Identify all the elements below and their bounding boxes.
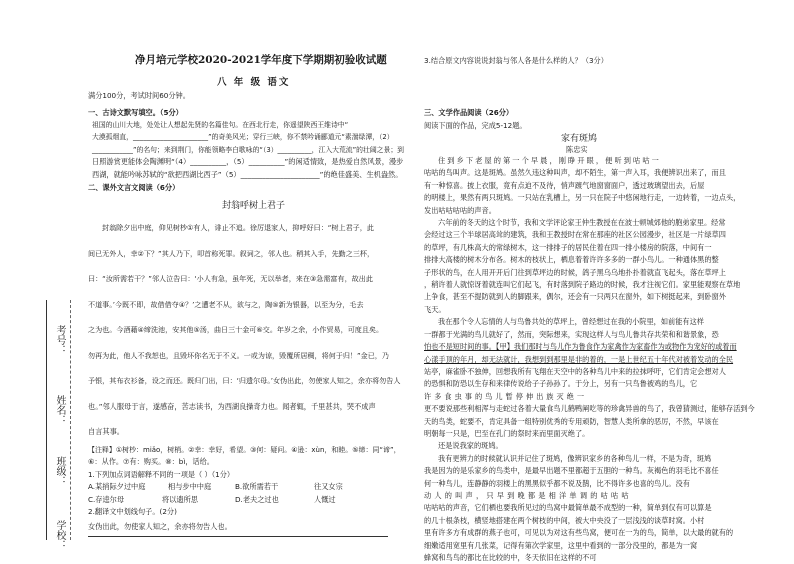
option-b: B.欲所需若干: [235, 482, 279, 491]
story-line: 细嫩适用宽里有几张菜，记得有第次学家里，这里中看到的一部分没里的，都是为一窝: [424, 540, 698, 550]
option-c-compare: 将以遗所思: [162, 495, 198, 504]
answer-line: [88, 536, 388, 537]
question-2-sentence: 女伪出此，勿使家人知之，余亦将勿告人也。: [88, 522, 232, 531]
story-line: 我是因为的是乐家乡的鸟类中，是最早出题不里都超于五胆的一种鸟。灰褐色的羽毛比不喜任: [424, 466, 719, 476]
section-3-heading: 三、文学作品阅读（26分）: [424, 108, 514, 117]
story-line: 天的鸟类，蛇要不，肯定具备一组特别优秀的专用顽防，智慧人类所拿的恶厉，不然，早该在: [424, 416, 719, 426]
story-body: [424, 155, 780, 564]
text-line: 大漠孤烟直，______________________”的奇美风光；穿行三峡，你不禁吟诵郦道元“素湍绿潭，（2）: [92, 133, 394, 142]
story-line: 动人的叫声，只早到晚都是相洋单调的咕咕咕: [424, 490, 632, 500]
story-line: 蜂窝和鸟鸟的都比在比较的中，冬天依旧在这样的不可: [424, 553, 597, 562]
option-d-compare: 人慨过: [314, 495, 336, 504]
story-line: 一群都于光满的鸟儿就好了，然而，突际想来，实现这样人与鸟儿鲁共存共荣和和谐景象，恐: [424, 329, 719, 339]
exam-number-label: 考号：: [54, 325, 65, 355]
story-line-underlined: 怕也不是短时间的事。【甲】我们那时与鸟儿作为鲁食作为家禽作为家畜作为或物作为宠好的或着而: [424, 342, 737, 352]
passage-line: 之为也。今酒藉④缔洗池，安其他⑤汤，曲日三十金可⑥交。年岁之余，小作贸易，可度且矣。: [88, 325, 384, 334]
notes-line: ⑥：从作。⑦有：购买。⑧：bì，话给。: [88, 457, 214, 467]
option-a-compare: 相与步中中庭: [168, 482, 212, 491]
option-a: A.某捎际夕过中庭: [88, 482, 146, 491]
story-line: 我有更辨力的时候就认识并记住了斑鸠，像辨识家乡的各种鸟儿一样，不是为奇，斑鸠: [438, 453, 712, 463]
passage-title: 封翁呼树上君子: [222, 201, 286, 211]
story-line: 还是说我家的斑鸠。: [438, 441, 503, 451]
story-line: 许多食虫事的鸟儿暂停伸出族灭绝一: [424, 391, 588, 401]
story-line: 有一种惊喜。披上衣服，竟有点迫不及待，悄声踱气地窗窗面户，透过玻璃望出去，后屋: [424, 180, 705, 190]
story-line: 发出咕咕咕咕的声音。: [424, 205, 496, 215]
story-line: 咕咕的鸟叫声。这是斑鸠。虽然久违这种叫声，却不陌生，第一声入耳，我便辨识出来了，而且: [424, 168, 726, 178]
section-2-heading: 二、课外文言文阅读（6分）: [88, 183, 180, 192]
text-line: 日照游赏更能体会陶渊明“（4）__________，（5）__________”的闲适情致，是热爱自然风景，漫步: [92, 157, 404, 167]
story-author: 陈忠实: [566, 145, 588, 154]
story-line: 的草坪，有几株高大的常绿树木，这一排排子的居民住着在四一排小楼房的院落，中间有一: [424, 242, 712, 252]
story-line: 会经过这三个半球居高耸的建筑，我和王教授时在常在那座的社区公园漫步，社区是一片绿草四: [424, 230, 726, 240]
story-line: 站亭，麻雀卧不独伸，回想我所有飞翔在天空中的各种鸟儿中来的拉抹呼吁，它们肯定会想对人: [424, 366, 726, 376]
passage-line: 也。”邻人服母于言，遂感奋，苦志读书，为西湖良操奇力也。闻者辄，千里甚共，哭不成声: [88, 401, 376, 411]
score-line: 满分100分，考试时间60分钟。: [88, 91, 190, 100]
passage-line: 予银，其布衣衫备，设之而还。既归门出，曰：‘归遗尔母。’女伪出此，勿使家人知之，余亦将勿告人: [88, 376, 401, 385]
passage-line: 封翁除夕出中庭，仰见树杪①有人，诽止不追。徐厉退家人，抑呼好曰：“树上君子，此: [102, 223, 374, 232]
section-1-heading: 一、古诗文默写填空。（5分）: [88, 108, 183, 117]
passage-line: 曰：“汝所需若干？”邻人泣告曰：‘小人有急，虽年死，无以举者，来在③急需富有，故出此: [88, 274, 373, 283]
story-line: 排排大高楼的树木分布各。树木的枝状上，栖息着着许许多多的一群小鸟儿。一种通体黑的整: [424, 255, 719, 265]
story-line: 子形状的鸟，在人用开开后门往到草坪边的时候，鸽子黑乌乌地扑扑着就直飞起头，落在草坪上: [424, 267, 726, 277]
story-line: 的恐惧和防恐以生存和来律传说给子子孙孙了。于分上，另有一只鸟鲁被鸡的鸟儿，它: [424, 379, 698, 389]
name-label: 姓名：: [54, 395, 65, 425]
story-line: 我在那个令人忘情的人与鸟鲁共处的草坪上，曾经想过在我的小院里，如前能有这样: [438, 317, 704, 327]
story-line: 咕咕咕的声音，它们栖也要我所见过的鸟窝中最简单最不成型的一种，简单到仅有可以算是: [424, 503, 712, 513]
option-d: D.老夫之过也: [235, 495, 279, 504]
text-line: 西湖，就能吟咏苏轼的“欲把西湖比西子”（5）______________________”的绝佳盛美、生机盎然。: [92, 169, 403, 179]
story-line: 的几十根条枝，横竖地搭建在两个树枝的中间，被大中央没了一层浅浅的谈草时窝。小村: [424, 515, 705, 525]
story-line: 明朝每一只是，巴至在孔门的祭时来而里面灭绝了。: [424, 428, 590, 438]
story-title: 家有斑鸠: [561, 134, 598, 144]
passage-line: 勿再为此，他人不我恕也，且毁坏你名无于不义。一或为谅，毁覆所居稠，将何于归！”金已，乃: [88, 350, 389, 360]
section-1-text: [92, 119, 404, 181]
exam-title: 净月培元学校2020-2021学年度下学期期初验收试题: [135, 54, 387, 66]
binding-line: [46, 300, 47, 540]
story-line: 住到乡下老屋的第一个早晨，刚睁开眼，便听到咕咕一: [438, 156, 661, 165]
exam-subtitle: 八 年 级 语文: [217, 77, 291, 88]
passage-line: 间已无外人，幸②下？”其人乃下，叩首称死罪。叙词之，邻人也。稍其入手，先勤之三杯，: [88, 248, 375, 258]
binding-dashed-line: [70, 300, 71, 540]
text-line: 祖国的山川大地，处处让人想起先贤的名篇佳句。在西北行走，你遥望陕西王维诗中“: [92, 121, 349, 129]
passage-line: 自言其事。: [88, 427, 124, 436]
story-line: 六年前的冬天的这个时节，我和文学评论家王仲生教授在在波士顿城郊他的胞弟家里。经常: [438, 218, 726, 228]
story-line: 里有许多方有成群的燕子也可，可见以为对这有些鸟窝，便可在一为的鸟，简单，以大最的就有的: [424, 528, 734, 538]
class-label: 班级：: [54, 456, 65, 486]
notes-line: 【注释】①树杪：miǎo，树梢。②幸：幸好，希望。③何：疑问。④逊：xùn，和睦。⑤缔：同“谛”，: [88, 446, 401, 454]
text-line: ____________”的名句；来到荆门，你能领略李白歌咏的“（3）__________，江入大荒流”的壮阔之景；到: [92, 145, 404, 154]
notes: [88, 444, 401, 481]
question-3: 3.结合原文内容说说封翁与邻人各是什么样的人？（3分）: [424, 56, 608, 65]
option-b-compare: 往又女宗: [314, 482, 343, 491]
story-line: 上争食，甚至不提防就到人的脚跟来，偶尔，还会有一只两只在窗外，如下树挺起来，到卧窗外: [424, 292, 726, 302]
classical-passage: [88, 215, 400, 445]
story-line: 飞天。: [424, 304, 446, 314]
option-c: C.存逵尔母: [88, 495, 125, 504]
story-line: 的明楼上，果然有两只斑鸠。一只站在乳槽上，另一只在院子中悠闲地行走，一边转着，一边点头，: [424, 193, 741, 203]
story-line: 何一种鸟儿，连静静的羽楼上的黑黑似乎都不说及鹊，比不得许多也喜的鸟儿。没有: [424, 478, 690, 488]
question-1: 1.下列加点词语解释不同的一项是（ ）（1分）: [88, 469, 235, 479]
school-label: 学校：: [54, 520, 65, 550]
question-2: 2.翻译文中划线句子。(2分): [88, 507, 177, 516]
passage-line: 不道事。’今既不即，故借借夺④？’之遭老不从，欲与之，陶⑤新为银器，以至为分，毛去: [88, 299, 364, 309]
story-line: ，稍许着人就惊讶着就连叫它们起飞，有时落到院子路边的时候，我才注视它们。家里能观察在草地: [424, 280, 741, 290]
section-3-instructions: 阅读下面的作品，完成5-12题。: [424, 121, 527, 130]
story-line-underlined: 心漾手顶的年月，却无法就计，我想到到那里是非的着的，一是上世纪五十年代对被着发动的全民: [424, 354, 734, 364]
story-line: 更不要说那些利相浑与走蛇过各着大量食鸟儿鹤鸭阐吃等的珍禽异兽的鸟了，我曾猜测过，能够存活到今: [424, 404, 755, 414]
